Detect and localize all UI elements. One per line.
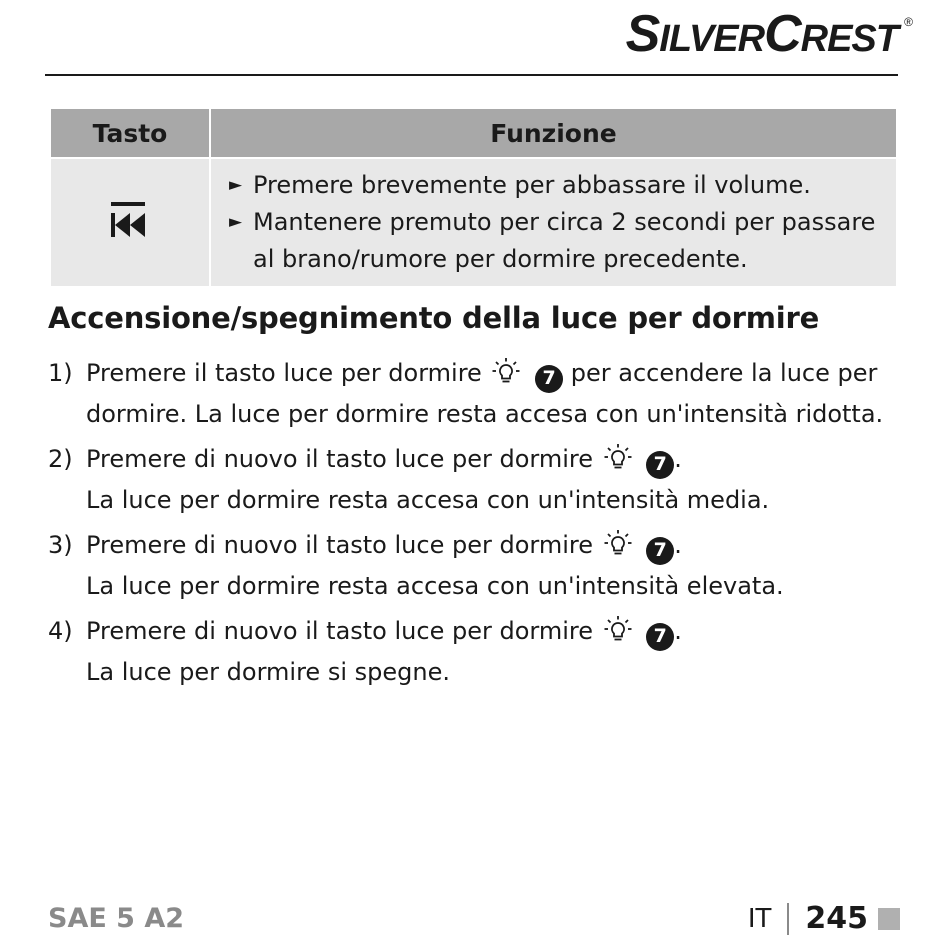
table-row [50,158,897,287]
reference-number-badge: 7 [646,451,674,479]
bullet-triangle-icon: ► [229,175,243,195]
list-item [48,355,908,433]
reference-number-badge: 7 [646,537,674,565]
light-bulb-icon [603,529,633,568]
step-number: 4) [48,617,73,645]
step-list [48,355,908,699]
column-header-key: Tasto [50,108,210,158]
column-header-function: Funzione [210,108,897,158]
step-text: Premere di nuovo il tasto luce per dormire 7 . La luce per dormire resta accesa con un'intensità media. [86,445,770,514]
step-text: Premere il tasto luce per dormire 7 per accendere la luce per dormire. La luce per dormire resta accesa con un'intensità ridotta. [86,359,884,428]
footer-divider [787,903,789,935]
light-bulb-icon [491,357,521,396]
language-code: IT [747,903,772,934]
list-item [48,613,908,691]
light-bulb-icon [603,443,633,482]
key-cell [50,158,210,287]
section-title: Accensione/spegnimento della luce per dormire [48,301,820,335]
reference-number-badge: 7 [535,365,563,393]
function-line: ► Mantenere premuto per circa 2 secondi per passare al brano/rumore per dormire precedente. [229,204,886,278]
list-item [48,527,908,605]
function-cell [210,158,897,287]
page-footer [748,901,900,936]
page-number: 245 [805,901,868,936]
reference-number-badge: 7 [646,623,674,651]
previous-track-icon [108,200,152,246]
function-line: ► Premere brevemente per abbassare il volume. [229,167,886,204]
step-number: 2) [48,445,73,473]
light-bulb-icon [603,615,633,654]
key-function-table [49,107,898,288]
header-divider [45,74,898,76]
step-number: 3) [48,531,73,559]
step-text: Premere di nuovo il tasto luce per dormire 7 . La luce per dormire si spegne. [86,617,682,686]
step-text: Premere di nuovo il tasto luce per dormire 7 . La luce per dormire resta accesa con un'intensità elevata. [86,531,784,600]
list-item [48,441,908,519]
page-marker-block [878,908,900,930]
step-number: 1) [48,359,73,387]
model-number: SAE 5 A2 [48,903,185,934]
brand-logo: SILVERCREST ® [625,5,912,63]
bullet-triangle-icon: ► [229,212,243,232]
